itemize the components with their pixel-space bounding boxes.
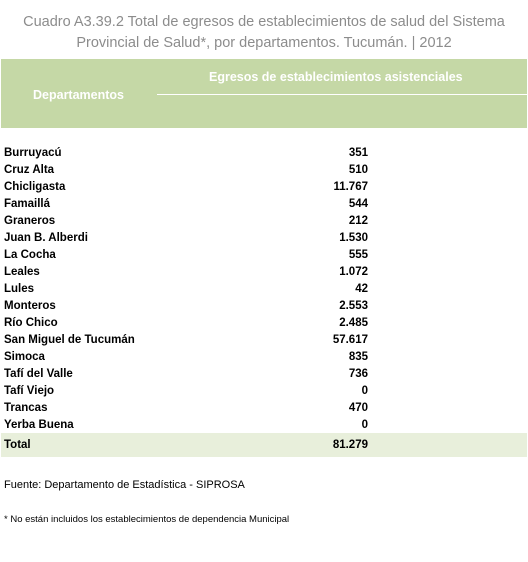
- row-department: Río Chico: [4, 317, 58, 329]
- table-row: [0, 248, 528, 265]
- row-department: Monteros: [4, 300, 56, 312]
- row-department: Trancas: [4, 402, 48, 414]
- source-note: Fuente: Departamento de Estadística - SIPROSA: [4, 479, 245, 491]
- total-value: 81.279: [332, 439, 368, 451]
- row-value: 835: [348, 351, 368, 363]
- table-row: [0, 163, 528, 180]
- header-departamentos: Departamentos: [33, 88, 124, 102]
- row-department: Tafí del Valle: [4, 368, 73, 380]
- table-row: [0, 367, 528, 384]
- table-row: [0, 316, 528, 333]
- title-line-1: Cuadro A3.39.2 Total de egresos de establecimientos de salud del Sistema: [23, 14, 505, 30]
- row-department: Juan B. Alberdi: [4, 232, 88, 244]
- table-row: [0, 214, 528, 231]
- row-department: Simoca: [4, 351, 45, 363]
- table-row: [0, 299, 528, 316]
- row-value: 555: [348, 249, 368, 261]
- row-department: Yerba Buena: [4, 419, 74, 431]
- row-value: 1.072: [339, 266, 368, 278]
- footnote: * No están incluidos los establecimientos de dependencia Municipal: [4, 514, 290, 525]
- row-department: Burruyacú: [4, 147, 62, 159]
- table-header: [1, 59, 527, 128]
- row-value: 42: [355, 283, 368, 295]
- row-department: Chicligasta: [4, 181, 66, 193]
- row-value: 544: [348, 198, 368, 210]
- row-value: 11.767: [333, 181, 368, 193]
- total-row: [1, 433, 527, 457]
- row-value: 351: [348, 147, 368, 159]
- table-row: [0, 180, 528, 197]
- row-value: 510: [348, 164, 368, 176]
- header-divider: [157, 94, 527, 95]
- row-value: 0: [361, 385, 368, 397]
- title-line-2: Provincial de Salud*, por departamentos. Tucumán. | 2012: [76, 35, 452, 51]
- table-row: [0, 231, 528, 248]
- row-department: La Cocha: [4, 249, 56, 261]
- row-value: 57.617: [332, 334, 368, 346]
- table-title: [0, 12, 528, 54]
- row-department: Cruz Alta: [4, 164, 55, 176]
- row-value: 736: [348, 368, 368, 380]
- table-row: [0, 384, 528, 401]
- table-row: [0, 401, 528, 418]
- table-body: [0, 146, 528, 435]
- table-row: [0, 197, 528, 214]
- row-value: 2.553: [339, 300, 368, 312]
- row-value: 1.530: [339, 232, 368, 244]
- row-value: 212: [348, 215, 368, 227]
- row-department: San Miguel de Tucumán: [4, 334, 135, 346]
- row-department: Famaillá: [4, 198, 51, 210]
- header-egresos: Egresos de establecimientos asistenciales: [209, 70, 463, 84]
- row-value: 470: [348, 402, 368, 414]
- row-value: 0: [361, 419, 368, 431]
- row-department: Graneros: [4, 215, 56, 227]
- table-row: [0, 333, 528, 350]
- row-department: Leales: [4, 266, 40, 278]
- row-department: Lules: [4, 283, 35, 295]
- row-department: Tafí Viejo: [4, 385, 55, 397]
- table-row: [0, 350, 528, 367]
- row-value: 2.485: [339, 317, 368, 329]
- total-label: Total: [4, 439, 31, 451]
- table-row: [0, 282, 528, 299]
- table-row: [0, 146, 528, 163]
- table-row: [0, 265, 528, 282]
